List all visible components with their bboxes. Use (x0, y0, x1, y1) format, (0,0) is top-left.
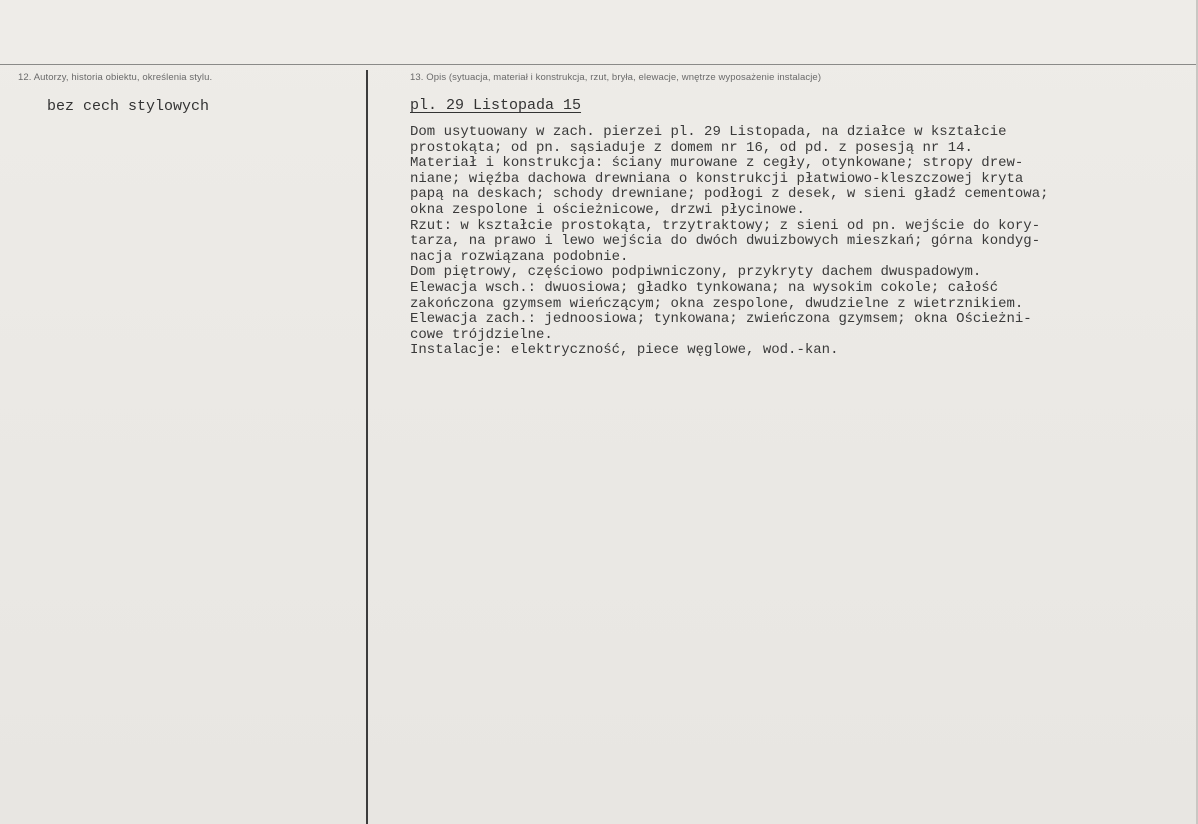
field-12-label: 12. Autorzy, historia obiektu, określenia stylu. (18, 72, 213, 83)
description-line: Dom piętrowy, częściowo podpiwniczony, przykryty dachem dwuspadowym. (410, 264, 982, 281)
description-line: niane; więźba dachowa drewniana o konstrukcji płatwiowo-kleszczowej kryta (410, 170, 1024, 187)
top-rule (0, 64, 1198, 65)
description-line: tarza, na prawo i lewo wejścia do dwóch dwuizbowych mieszkań; górna kondyg- (410, 233, 1041, 250)
description-line: Dom usytuowany w zach. pierzei pl. 29 Listopada, na działce w kształcie (410, 124, 1007, 140)
description-line: Rzut: w kształcie prostokąta, trzytraktowy; z sieni od pn. wejście do kory- (410, 217, 1041, 234)
description-line: cowe trójdzielne. (410, 326, 553, 343)
object-description (410, 125, 1049, 359)
column-divider (366, 70, 368, 824)
description-line: Elewacja zach.: jednoosiowa; tynkowana; zwieńczona gzymsem; okna Ościeżni- (410, 311, 1032, 328)
description-line: Materiał i konstrukcja: ściany murowane z cegły, otynkowane; stropy drew- (410, 155, 1024, 172)
description-line: okna zespolone i ościeżnicowe, drzwi płycinowe. (410, 201, 805, 218)
style-description: bez cech stylowych (47, 98, 210, 115)
field-13-label: 13. Opis (sytuacja, materiał i konstrukcja, rzut, bryła, elewacje, wnętrze wyposażenie instalacje) (410, 72, 822, 83)
description-line: papą na deskach; schody drewniane; podłogi z desek, w sieni gładź cementowa; (410, 186, 1049, 203)
address-heading: pl. 29 Listopada 15 (410, 97, 582, 114)
description-line: Elewacja wsch.: dwuosiowa; gładko tynkowana; na wysokim cokole; całość (410, 279, 999, 296)
description-line: prostokąta; od pn. sąsiaduje z domem nr 16, od pd. z posesją nr 14. (410, 139, 973, 156)
description-line: zakończona gzymsem wieńczącym; okna zespolone, dwudzielne z wietrznikiem. (410, 295, 1024, 312)
description-line: nacja rozwiązana podobnie. (410, 248, 629, 265)
description-line: Instalacje: elektryczność, piece węglowe, wod.-kan. (410, 342, 839, 359)
